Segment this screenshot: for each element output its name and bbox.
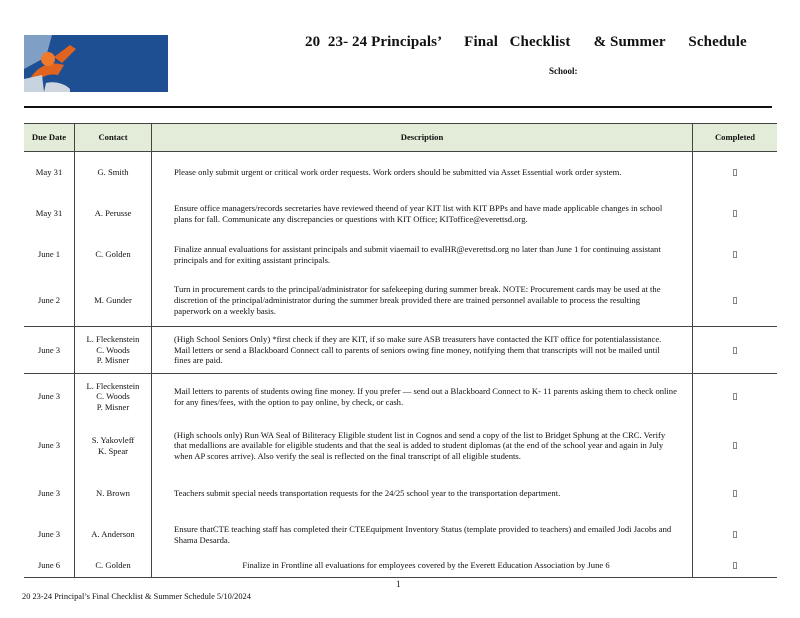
row-contact: [75, 374, 152, 420]
table-row: [24, 374, 777, 420]
row-due-date: June 3: [37, 391, 61, 402]
contact-name: K. Spear: [97, 445, 129, 456]
table-row: [24, 420, 777, 472]
row-contact: [75, 327, 152, 374]
row-due-date: June 3: [37, 488, 61, 499]
row-description: Please only submit urgent or critical work order requests. Work orders should be submitted via Asset Essential work order system.: [152, 152, 693, 193]
contact-name: P. Misner: [96, 402, 130, 413]
row-contact: [75, 152, 152, 193]
table-row: [24, 152, 777, 193]
row-due-date: June 3: [37, 344, 61, 355]
contact-name: N. Brown: [96, 488, 130, 499]
completed-checkbox[interactable]: ▯: [693, 374, 778, 420]
checklist-table: [24, 123, 777, 578]
footer-text: 20 23-24 Principal’s Final Checklist & Summer Schedule 5/10/2024: [22, 592, 251, 601]
completed-checkbox[interactable]: ▯: [693, 420, 778, 472]
contact-name: M. Gunder: [94, 294, 132, 305]
row-due-date: June 2: [37, 294, 61, 305]
row-description: Teachers submit special needs transportation requests for the 24/25 school year to the transportation department.: [152, 472, 693, 516]
header-divider: [24, 106, 772, 108]
row-contact: [75, 554, 152, 578]
row-description: Finalize in Frontline all evaluations for employees covered by the Everett Education Association by June 6: [152, 554, 693, 578]
contact-name: A. Perusse: [94, 208, 132, 219]
row-due-date: June 1: [37, 249, 61, 260]
row-contact: [75, 235, 152, 275]
table-row: [24, 516, 777, 554]
column-header-due-date: Due Date: [24, 124, 75, 152]
contact-name: L. Fleckenstein: [86, 334, 140, 345]
row-due-date: May 31: [35, 166, 63, 177]
row-due-date: June 3: [37, 440, 61, 451]
row-description: Ensure office managers/records secretaries have reviewed theend of year KIT list with KIT BPPs and have made applicable changes in school plans for fall. Communicate any discrepancies or questions with KIT Office; KIToffice@everettsd.org.: [152, 193, 693, 235]
table-row: [24, 327, 777, 374]
contact-name: C. Golden: [95, 559, 131, 570]
table-row: [24, 554, 777, 578]
district-logo-icon: [24, 35, 168, 92]
completed-checkbox[interactable]: ▯: [693, 235, 778, 275]
row-description: Turn in procurement cards to the principal/administrator for safekeeping during summer break. NOTE: Procurement cards may be used at the discretion of the principal/administrator during the summer break provided there are trained personnel available to process the resulting paperwork on a weekly basis.: [152, 275, 693, 327]
row-contact: [75, 472, 152, 516]
row-contact: [75, 420, 152, 472]
contact-name: P. Misner: [96, 355, 130, 366]
row-description: Ensure thatCTE teaching staff has completed their CTEEquipment Inventory Status (template provided to teachers) and emailed Jodi Jacobs and Shama Desarda.: [152, 516, 693, 554]
completed-checkbox[interactable]: ▯: [693, 554, 778, 578]
contact-name: G. Smith: [97, 166, 129, 177]
district-logo: [24, 35, 168, 92]
contact-name: C. Woods: [96, 344, 130, 355]
column-header-description: Description: [152, 124, 693, 152]
row-due-date: June 6: [37, 559, 61, 570]
contact-name: C. Golden: [95, 249, 131, 260]
table-row: [24, 472, 777, 516]
page-number: 1: [396, 579, 401, 589]
table-header-row: [24, 124, 777, 152]
row-description: Mail letters to parents of students owing fine money. If you prefer — send out a Blackboard Connect to K- 11 parents asking them to check online for any fines/fees, with the option to pay online, by check, or cash.: [152, 374, 693, 420]
page-title: 20 23- 24 Principals’ Final Checklist & Summer Schedule: [305, 34, 747, 50]
contact-name: S. Yakovleff: [91, 434, 135, 445]
completed-checkbox[interactable]: ▯: [693, 152, 778, 193]
table-row: [24, 275, 777, 327]
row-contact: [75, 275, 152, 327]
table-row: [24, 193, 777, 235]
column-header-contact: Contact: [75, 124, 152, 152]
row-description: (High schools only) Run WA Seal of Biliteracy Eligible student list in Cognos and send a copy of the list to Bridget Sphung at the CRC. Verify that medallions are available for eligible students and that the seal is added to student diplomas (at the end of the school year and again in July when AP scores arrive). Also verify the seal is reflected on the final transcript of all eligible students.: [152, 420, 693, 472]
row-description: (High School Seniors Only) *first check if they are KIT, if so make sure ASB treasurers have contacted the KIT office for potentialassistance. Mail letters or send a Blackboard Connect call to parents of seniors owing fine money, notifying them that transcripts will not be mailed until fines are paid.: [152, 327, 693, 374]
row-description: Finalize annual evaluations for assistant principals and submit viaemail to evalHR@everettsd.org no later than June 1 for continuing assistant principals and for exiting assistant principals.: [152, 235, 693, 275]
row-contact: [75, 193, 152, 235]
school-label: School:: [549, 66, 578, 76]
row-due-date: May 31: [35, 208, 63, 219]
table-row: [24, 235, 777, 275]
completed-checkbox[interactable]: ▯: [693, 275, 778, 327]
contact-name: L. Fleckenstein: [86, 380, 140, 391]
completed-checkbox[interactable]: ▯: [693, 516, 778, 554]
completed-checkbox[interactable]: ▯: [693, 327, 778, 374]
contact-name: A. Anderson: [91, 529, 135, 540]
row-due-date: June 3: [37, 529, 61, 540]
row-contact: [75, 516, 152, 554]
completed-checkbox[interactable]: ▯: [693, 193, 778, 235]
contact-name: C. Woods: [96, 391, 130, 402]
completed-checkbox[interactable]: ▯: [693, 472, 778, 516]
column-header-completed: Completed: [693, 124, 778, 152]
